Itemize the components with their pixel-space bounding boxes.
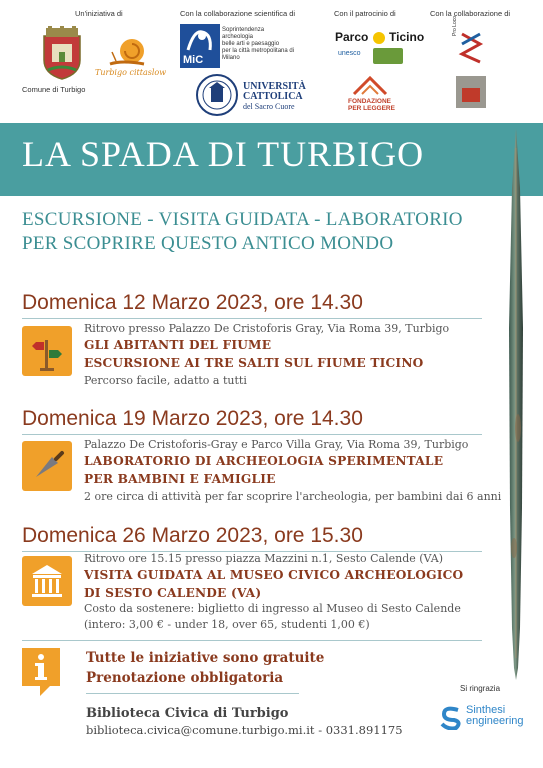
header-label-scientific: Con la collaborazione scientifica di bbox=[180, 9, 296, 18]
sinthesi-line-1: Sinthesi bbox=[466, 704, 506, 716]
header-label-patronage: Con il patrocinio di bbox=[334, 9, 396, 18]
mic-logo bbox=[180, 24, 220, 68]
free-events-text: Tutte le iniziative sono gratuite bbox=[86, 650, 325, 666]
univ-line-2: CATTOLICA bbox=[243, 91, 303, 102]
subtitle-line-2: PER SCOPRIRE QUESTO ANTICO MONDO bbox=[22, 233, 394, 254]
event-2-date: Domenica 19 Marzo 2023, ore 14.30 bbox=[22, 407, 363, 430]
event-3-date: Domenica 26 Marzo 2023, ore 15.30 bbox=[22, 524, 363, 547]
info-icon bbox=[22, 648, 60, 686]
event-2-divider bbox=[22, 434, 482, 435]
library-divider bbox=[86, 693, 299, 694]
comune-turbigo-crest bbox=[40, 26, 84, 80]
header-label-collaboration: Con la collaborazione di bbox=[430, 9, 511, 18]
univ-line-3: del Sacro Cuore bbox=[243, 102, 295, 111]
proloco-logo bbox=[456, 30, 486, 64]
event-3-title-2: DI SESTO CALENDE (VA) bbox=[84, 586, 262, 600]
parco-sun-icon bbox=[373, 32, 385, 44]
proloco-photo bbox=[456, 76, 486, 108]
cittaslow-label: Turbigo cittaslow bbox=[95, 68, 167, 77]
signpost-icon bbox=[22, 326, 72, 376]
thanks-label: Si ringrazia bbox=[460, 684, 501, 693]
sopr-text bbox=[222, 27, 294, 62]
snail-logo bbox=[108, 34, 152, 68]
unesco-label: unesco bbox=[338, 50, 361, 57]
event-3-meeting: Ritrovo ore 15.15 presso piazza Mazzini n.1, Sesto Calende (VA) bbox=[84, 552, 443, 565]
trowel-icon bbox=[22, 441, 72, 491]
event-1-title-1: GLI ABITANTI DEL FIUME bbox=[84, 338, 272, 352]
event-3-prices: (intero: 3,00 € - under 18, over 65, studenti 1,00 €) bbox=[84, 618, 370, 631]
event-1-divider bbox=[22, 318, 482, 319]
event-3-title-1: VISITA GUIDATA AL MUSEO CIVICO ARCHEOLOGICO bbox=[84, 568, 464, 582]
event-1-meeting: Ritrovo presso Palazzo De Cristoforis Gray, Via Roma 39, Turbigo bbox=[84, 322, 450, 335]
event-1-note: Percorso facile, adatto a tutti bbox=[84, 374, 247, 387]
sinthesi-line-2: engineering bbox=[466, 715, 524, 727]
event-3-cost: Costo da sostenere: biglietto di ingresso al Museo di Sesto Calende bbox=[84, 602, 461, 615]
event-2-meeting: Palazzo De Cristoforis-Gray e Parco Villa Gray, Via Roma 39, Turbigo bbox=[84, 438, 469, 451]
event-2-title-1: LABORATORIO DI ARCHEOLOGIA SPERIMENTALE bbox=[84, 454, 444, 468]
univ-line-1: UNIVERSITÀ bbox=[243, 81, 306, 92]
parco-label: Parco bbox=[335, 30, 369, 44]
event-1-title-2: ESCURSIONE AI TRE SALTI SUL FIUME TICINO bbox=[84, 356, 424, 370]
fondazione-text bbox=[348, 98, 395, 112]
sopr-line-2: archeologia bbox=[222, 34, 254, 40]
sopr-line-4: per la città metropolitana di bbox=[222, 48, 295, 54]
library-name: Biblioteca Civica di Turbigo bbox=[86, 706, 289, 721]
cattolica-seal bbox=[196, 74, 238, 116]
library-contact: biblioteca.civica@comune.turbigo.mi.it - 0331.891175 bbox=[86, 723, 403, 737]
mic-label: MiC bbox=[183, 54, 204, 66]
museum-icon bbox=[22, 556, 72, 606]
fondazione-line-2: PER LEGGERE bbox=[348, 105, 395, 112]
sopr-line-1: Soprintendenza bbox=[222, 27, 265, 33]
sword-image bbox=[496, 128, 536, 680]
ticino-label: Ticino bbox=[389, 30, 425, 44]
sinthesi-icon bbox=[438, 704, 464, 730]
proloco-label: Pro Loco bbox=[452, 15, 458, 36]
header-label-initiative: Un'iniziativa di bbox=[75, 9, 123, 18]
info-icon-tail bbox=[40, 686, 50, 696]
sopr-line-5: Milano bbox=[222, 55, 240, 61]
booking-required-text: Prenotazione obbligatoria bbox=[86, 670, 284, 686]
fondazione-logo bbox=[350, 76, 390, 96]
fondazione-line-1: FONDAZIONE bbox=[348, 98, 391, 105]
page-title: LA SPADA DI TURBIGO bbox=[22, 134, 425, 174]
event-2-title-2: PER BAMBINI E FAMIGLIE bbox=[84, 472, 276, 486]
event-2-note: 2 ore circa di attività per far scoprire l'archeologia, per bambini dai 6 anni bbox=[84, 490, 502, 503]
info-divider bbox=[22, 640, 482, 641]
comune-label: Comune di Turbigo bbox=[22, 85, 86, 94]
mab-logo bbox=[373, 48, 403, 64]
event-1-date: Domenica 12 Marzo 2023, ore 14.30 bbox=[22, 291, 363, 314]
cattolica-text bbox=[243, 82, 306, 112]
sinthesi-text bbox=[466, 705, 524, 727]
parco-ticino-logo bbox=[335, 30, 424, 44]
subtitle-line-1: ESCURSIONE - VISITA GUIDATA - LABORATORIO bbox=[22, 209, 463, 230]
sopr-line-3: belle arti e paesaggio bbox=[222, 41, 280, 47]
